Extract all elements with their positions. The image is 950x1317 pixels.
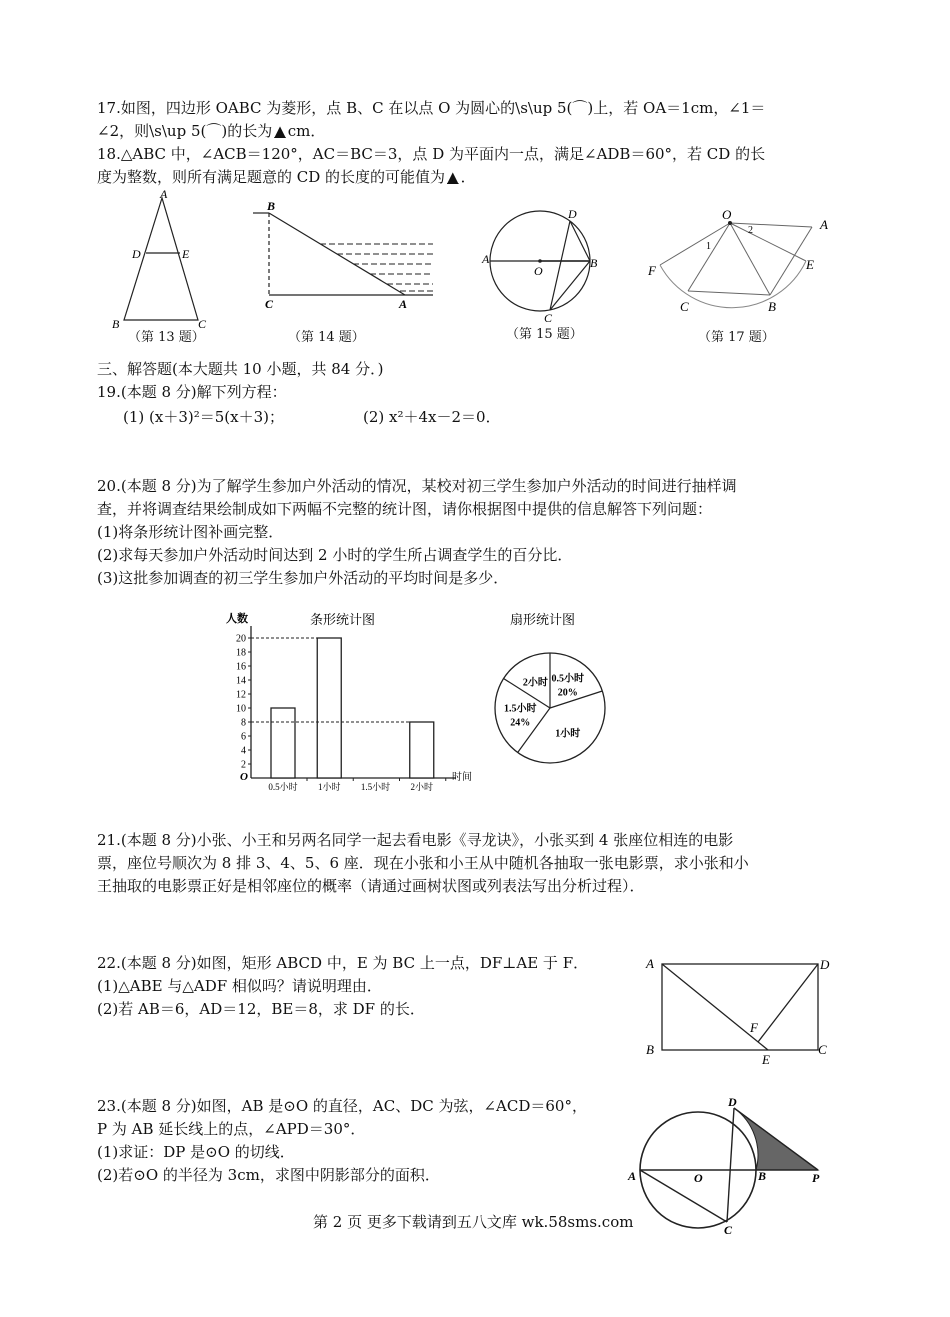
pie-percent-0.5小时: 20%	[557, 687, 578, 699]
x-tick-label: 0.5小时	[268, 782, 298, 792]
y-tick-label: 10	[236, 703, 246, 715]
q17-line1: 17.如图，四边形 OABC 为菱形，点 B、C 在以点 O 为圆心的\s\up 5(⌒)上，若 OA＝1cm，∠1＝	[97, 99, 766, 117]
f17-line-oe	[730, 223, 806, 261]
figure-15	[480, 205, 600, 323]
pie-label-1小时: 1小时	[555, 728, 581, 740]
x-tick-label: 1小时	[317, 782, 341, 792]
f15-caption: （第 15 题）	[506, 327, 583, 342]
f15-center-dot	[538, 259, 542, 263]
q23-part1: (1)求证：DP 是⊙O 的切线．	[97, 1143, 295, 1161]
q18-line2-text: 度为整数，则所有满足题意的 CD 的长度的可能值为	[97, 168, 446, 186]
f17-label-a: A	[820, 217, 828, 232]
f23-label-c: C	[724, 1223, 733, 1237]
pie-chart-title: 扇形统计图	[510, 612, 576, 627]
f14-label-c: C	[265, 297, 274, 311]
y-tick-label: 14	[236, 675, 246, 687]
q17-line2	[97, 121, 325, 141]
y-tick-label: 18	[236, 647, 246, 659]
f17-side-oa	[730, 223, 812, 227]
f17-label-angle2: 2	[748, 225, 753, 236]
q23-part2: (2)若⊙O 的半径为 3cm，求图中阴影部分的面积．	[97, 1166, 440, 1184]
q17-answer-blank: ▲	[274, 122, 286, 140]
y-tick-label: 20	[236, 633, 246, 645]
y-tick-label: 4	[241, 745, 246, 757]
f22-label-e: E	[762, 1052, 770, 1067]
bar-chart-title: 条形统计图	[310, 612, 376, 627]
q21-line2: 票，座位号顺次为 8 排 3、4、5、6 座．现在小张和小王从中随机各抽取一张电影票，求小张和小	[97, 854, 749, 872]
bar-chart-origin: O	[240, 771, 248, 783]
f17-label-c: C	[680, 299, 689, 314]
f23-label-b: B	[758, 1169, 767, 1183]
q20-part1: (1)将条形统计图补画完整．	[97, 523, 284, 541]
y-tick-label: 12	[236, 689, 246, 701]
q20-line1: 20.(本题 8 分)为了解学生参加户外活动的情况，某校对初三学生参加户外活动的时间进行抽样调	[97, 477, 737, 495]
bar-chart	[224, 608, 478, 792]
f17-label-f: F	[648, 263, 656, 278]
f13-label-a: A	[160, 187, 168, 201]
pie-label-0.5小时: 0.5小时	[551, 673, 585, 685]
f23-label-a: A	[628, 1169, 637, 1183]
figure-22	[640, 952, 840, 1070]
f17-side-bc	[688, 291, 770, 295]
q20-part2: (2)求每天参加户外活动时间达到 2 小时的学生所占调查学生的百分比．	[97, 546, 573, 564]
q20-part3: (3)这批参加调查的初三学生参加户外活动的平均时间是多少．	[97, 569, 509, 587]
f22-segment-df	[758, 964, 818, 1042]
y-tick-label: 16	[236, 661, 246, 673]
figure-17	[640, 205, 840, 323]
f13-label-e: E	[182, 247, 190, 261]
f13-label-b: B	[112, 317, 120, 331]
page-footer: 第 2 页 更多下载请到五八文库 wk.58sms.com	[313, 1213, 634, 1231]
pie-label-2小时: 2小时	[522, 677, 548, 689]
y-tick-label: 2	[241, 759, 246, 771]
q22-line1: 22.(本题 8 分)如图，矩形 ABCD 中，E 为 BC 上一点，DF⊥AE 于 F．	[97, 954, 589, 972]
pie-percent-1.5小时: 24%	[510, 717, 531, 729]
bar-chart-xlabel: 时间	[452, 772, 472, 783]
figure-14	[245, 200, 445, 315]
q21-line3: 王抽取的电影票正好是相邻座位的概率（请通过画树状图或列表法写出分析过程）．	[97, 877, 645, 895]
q22-part2: (2)若 AB＝6，AD＝12，BE＝8，求 DF 的长．	[97, 1000, 425, 1018]
q18-line2	[97, 167, 476, 187]
f14-caption: （第 14 题）	[288, 330, 365, 345]
f22-segment-ae	[662, 964, 768, 1050]
q21-line1: 21.(本题 8 分)小张、小王和另两名同学一起去看电影《寻龙诀》，小张买到 4 张座位相连的电影	[97, 831, 734, 849]
f13-label-d: D	[132, 247, 141, 261]
q19-equation-1: (1) (x＋3)²＝5(x＋3)；	[123, 408, 284, 426]
f22-label-b: B	[646, 1042, 654, 1057]
y-tick-label: 8	[241, 717, 246, 729]
q18-answer-blank: ▲	[447, 168, 459, 186]
y-tick-label: 6	[241, 731, 246, 743]
f23-label-d: D	[728, 1095, 737, 1109]
q17-unit: cm．	[287, 122, 326, 140]
figure-13	[110, 187, 210, 331]
f15-chord-db	[570, 221, 590, 261]
f13-caption: （第 13 题）	[128, 330, 205, 345]
f17-label-angle1: 1	[706, 241, 711, 252]
f23-label-p: P	[812, 1171, 820, 1185]
f15-label-o: O	[534, 264, 543, 278]
f17-label-e: E	[806, 257, 814, 272]
f22-label-a: A	[646, 956, 654, 971]
q23-line2: P 为 AB 延长线上的点，∠APD＝30°．	[97, 1120, 366, 1138]
bar-chart-ylabel: 人数	[226, 613, 248, 625]
f23-chord-dc	[727, 1108, 734, 1222]
f15-label-a: A	[482, 252, 490, 266]
bar-2小时	[410, 722, 434, 778]
f15-label-c: C	[544, 311, 553, 325]
f14-label-a: A	[399, 297, 408, 311]
q18-end: ．	[460, 168, 476, 186]
x-tick-label: 2小时	[410, 782, 434, 792]
f23-label-o: O	[694, 1171, 703, 1185]
f17-label-b: B	[768, 299, 776, 314]
q23-line1: 23.(本题 8 分)如图，AB 是⊙O 的直径，AC、DC 为弦，∠ACD＝60°，	[97, 1097, 587, 1115]
q20-line2: 查，并将调查结果绘制成如下两幅不完整的统计图，请你根据图中提供的信息解答下列问题：	[97, 500, 713, 518]
f17-side-co	[688, 223, 730, 291]
f17-line-of	[660, 223, 730, 265]
f14-label-b: B	[267, 199, 276, 213]
f15-chord-dc	[550, 221, 570, 310]
f17-caption: （第 17 题）	[698, 330, 775, 345]
f15-label-d: D	[568, 207, 577, 221]
q18-line1: 18.△ABC 中，∠ACB＝120°，AC＝BC＝3，点 D 为平面内一点，满足∠ADB＝60°，若 CD 的长	[97, 145, 766, 163]
q19-equation-2: (2) x²＋4x－2＝0．	[363, 408, 501, 426]
figure-23	[624, 1096, 834, 1236]
bar-1小时	[317, 638, 341, 778]
f15-label-b: B	[590, 256, 598, 270]
f13-label-c: C	[198, 317, 207, 331]
f22-rectangle	[662, 964, 818, 1050]
q22-part1: (1)△ABE 与△ADF 相似吗？请说明理由．	[97, 977, 382, 995]
f22-label-d: D	[820, 957, 830, 972]
f22-label-f: F	[750, 1020, 758, 1035]
f17-label-o: O	[722, 207, 732, 222]
pie-chart	[490, 608, 620, 760]
bar-0.5小时	[271, 708, 295, 778]
q17-line2-text: ∠2，则\s\up 5(⌒)的长为	[97, 122, 273, 140]
section3-heading: 三、解答题(本大题共 10 小题，共 84 分．)	[97, 360, 384, 378]
x-tick-label: 1.5小时	[360, 782, 391, 792]
f23-chord-ac	[640, 1170, 727, 1222]
f22-label-c: C	[818, 1042, 827, 1057]
pie-label-1.5小时: 1.5小时	[504, 703, 537, 715]
q19-title: 19.(本题 8 分)解下列方程：	[97, 383, 287, 401]
